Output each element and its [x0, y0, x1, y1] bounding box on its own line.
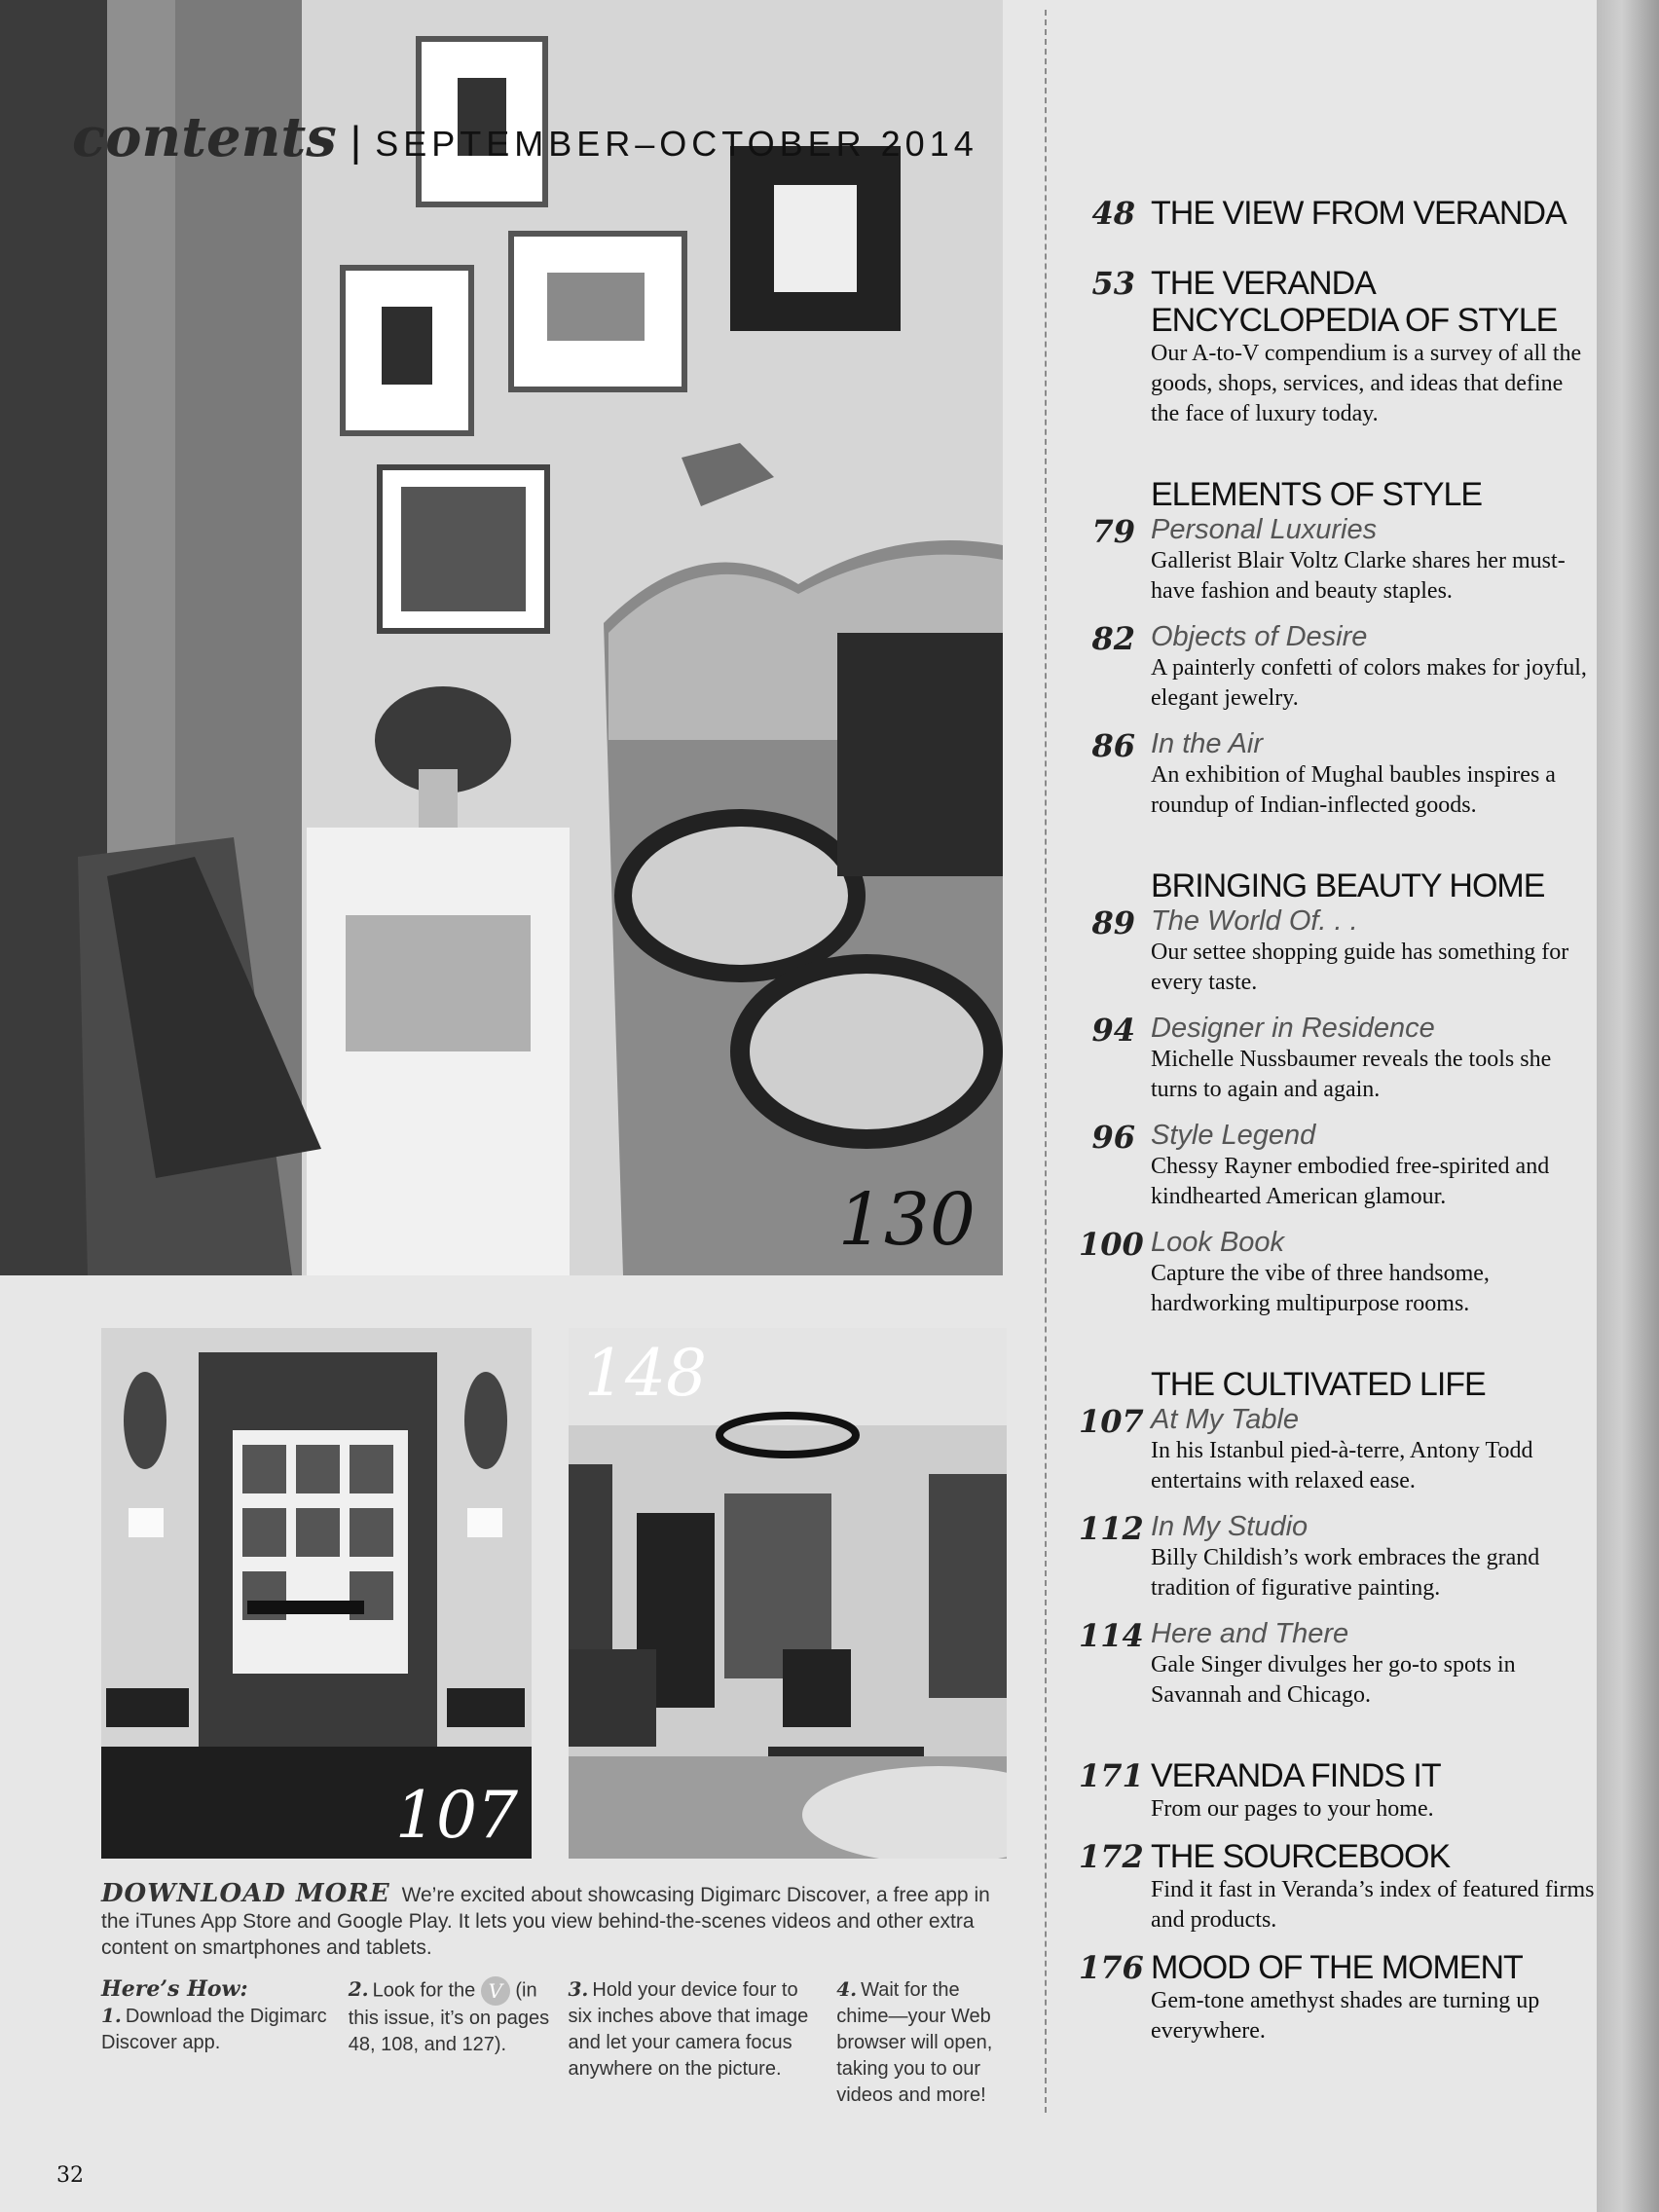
step-number: 3. [568, 1977, 589, 2001]
toc-entry[interactable] [1079, 1949, 1595, 2046]
toc-entry[interactable] [1079, 1119, 1595, 1212]
toc-description: Capture the vibe of three handsome, hardworking multipurpose rooms. [1151, 1261, 1490, 1316]
issue-date: SEPTEMBER–OCTOBER 2014 [375, 124, 978, 164]
download-more-blurb [101, 1881, 1016, 1961]
column-divider [1045, 10, 1047, 2113]
step-2 [349, 1976, 553, 2109]
toc-entry[interactable] [1079, 513, 1595, 607]
toc-description: Billy Childish’s work embraces the grand tradition of figurative painting. [1151, 1545, 1540, 1601]
toc-description: Gallerist Blair Voltz Clarke shares her must-have fashion and beauty staples. [1151, 548, 1566, 604]
toc-title: VERANDA FINDS IT [1151, 1757, 1441, 1794]
toc-subtitle: Look Book [1151, 1227, 1285, 1258]
toc-subtitle: In the Air [1151, 728, 1263, 759]
living-room-photo [569, 1328, 1007, 1859]
toc-description: Gem-tone amethyst shades are turning up everywhere. [1151, 1988, 1540, 2044]
toc-page: 176 [1079, 1949, 1144, 1986]
section-heading: BRINGING BEAUTY HOME [1151, 867, 1545, 904]
toc-entry[interactable] [1079, 1012, 1595, 1105]
toc-description: Our settee shopping guide has something for every taste. [1151, 940, 1569, 995]
toc-page: 94 [1091, 1012, 1135, 1049]
step-number: 1. [101, 2004, 122, 2027]
how-to-heading: Here’s How: [101, 1976, 248, 2002]
toc-entry[interactable] [1079, 1617, 1595, 1711]
contents-logo: contents [72, 105, 337, 169]
step-pre-text: Look for the [372, 1979, 476, 2002]
study-photo [101, 1328, 532, 1859]
step-text: Wait for the chime—your Web browser will open, taking you to our videos and more! [836, 1979, 993, 2106]
toc-description: In his Istanbul pied-à-terre, Antony Todd entertains with relaxed ease. [1151, 1438, 1533, 1493]
table-of-contents [1079, 195, 1595, 2060]
toc-page: 100 [1079, 1226, 1144, 1263]
toc-description: From our pages to your home. [1151, 1796, 1434, 1822]
toc-page: 107 [1079, 1403, 1144, 1440]
toc-subtitle: The World Of. . . [1151, 905, 1358, 937]
toc-description: Michelle Nussbaumer reveals the tools she turns to again and again. [1151, 1047, 1552, 1102]
toc-entry[interactable] [1079, 620, 1595, 714]
masthead-separator: | [350, 118, 362, 166]
step-text: Download the Digimarc Discover app. [101, 2006, 327, 2053]
toc-description: Chessy Rayner embodied free-spirited and kindhearted American glamour. [1151, 1154, 1550, 1209]
toc-page: 96 [1091, 1119, 1135, 1156]
toc-description: A painterly confetti of colors makes for joyful, elegant jewelry. [1151, 655, 1587, 711]
page-binding [1597, 0, 1659, 2212]
toc-entry[interactable] [1079, 1403, 1595, 1496]
toc-page: 171 [1079, 1757, 1144, 1794]
toc-page: 172 [1079, 1838, 1144, 1875]
toc-title: THE VIEW FROM VERANDA [1151, 195, 1567, 232]
toc-subtitle: Designer in Residence [1151, 1013, 1435, 1044]
bedroom-illustration [0, 0, 1003, 1275]
toc-page: 79 [1091, 513, 1135, 550]
toc-subtitle: At My Table [1151, 1404, 1300, 1435]
toc-entry[interactable] [1079, 1510, 1595, 1604]
toc-description: An exhibition of Mughal baubles inspires a roundup of Indian-inflected goods. [1151, 762, 1556, 818]
toc-page: 114 [1079, 1617, 1144, 1654]
page-number-107: 107 [395, 1778, 518, 1853]
toc-entry[interactable] [1079, 904, 1595, 998]
toc-entry[interactable] [1079, 195, 1595, 232]
step-3 [569, 1976, 822, 2109]
step-text: Hold your device four to six inches above that image and let your camera focus anywhere on the picture. [568, 1979, 809, 2080]
download-heading: DOWNLOAD MORE [101, 1879, 390, 1908]
toc-page: 82 [1091, 620, 1135, 657]
toc-subtitle: In My Studio [1151, 1511, 1309, 1542]
toc-title: MOOD OF THE MOMENT [1151, 1949, 1523, 1986]
step-1 [101, 1976, 333, 2109]
step-4 [836, 1976, 1016, 2109]
toc-entry[interactable] [1079, 1757, 1595, 1825]
page-number-148: 148 [584, 1336, 707, 1411]
toc-description: Gale Singer divulges her go-to spots in Savannah and Chicago. [1151, 1652, 1516, 1708]
toc-page: 89 [1091, 904, 1135, 941]
how-to-steps [101, 1976, 1016, 2109]
step-number: 4. [836, 1977, 858, 2001]
toc-subtitle: Objects of Desire [1151, 621, 1368, 652]
toc-description: Find it fast in Veranda’s index of featured firms and products. [1151, 1877, 1595, 1933]
download-text: We’re excited about showcasing Digimarc Discover, a free app in the iTunes App Store and Google Play. It lets you view behind-the-scenes videos and other extra content on smartphones and tablets. [101, 1884, 990, 1959]
section-heading: ELEMENTS OF STYLE [1151, 476, 1483, 513]
toc-entry[interactable] [1079, 727, 1595, 821]
section-heading: THE CULTIVATED LIFE [1151, 1366, 1486, 1403]
veranda-v-icon: V [481, 1976, 510, 2006]
toc-title: THE SOURCEBOOK [1151, 1838, 1451, 1875]
toc-page: 112 [1079, 1510, 1144, 1547]
toc-page: 53 [1091, 265, 1135, 302]
toc-subtitle: Style Legend [1151, 1120, 1316, 1151]
page-folio: 32 [56, 2163, 84, 2188]
toc-entry[interactable] [1079, 265, 1595, 429]
toc-description: Our A-to-V compendium is a survey of all the goods, shops, services, and ideas that define the face of luxury today. [1151, 341, 1582, 426]
toc-entry[interactable] [1079, 1226, 1595, 1319]
toc-page: 86 [1091, 727, 1135, 764]
toc-page: 48 [1091, 195, 1135, 232]
toc-subtitle: Here and There [1151, 1618, 1349, 1649]
toc-entry[interactable] [1079, 1838, 1595, 1936]
step-number: 2. [348, 1977, 369, 2002]
step-text: (in this issue, it’s on pages 48, 108, and 127). [348, 1979, 550, 2055]
page-number-130: 130 [837, 1178, 976, 1262]
masthead [72, 105, 978, 169]
toc-title: THE VERANDA ENCYCLOPEDIA OF STYLE [1151, 265, 1558, 339]
toc-subtitle: Personal Luxuries [1151, 514, 1378, 545]
bedroom-photo [0, 0, 1003, 1275]
